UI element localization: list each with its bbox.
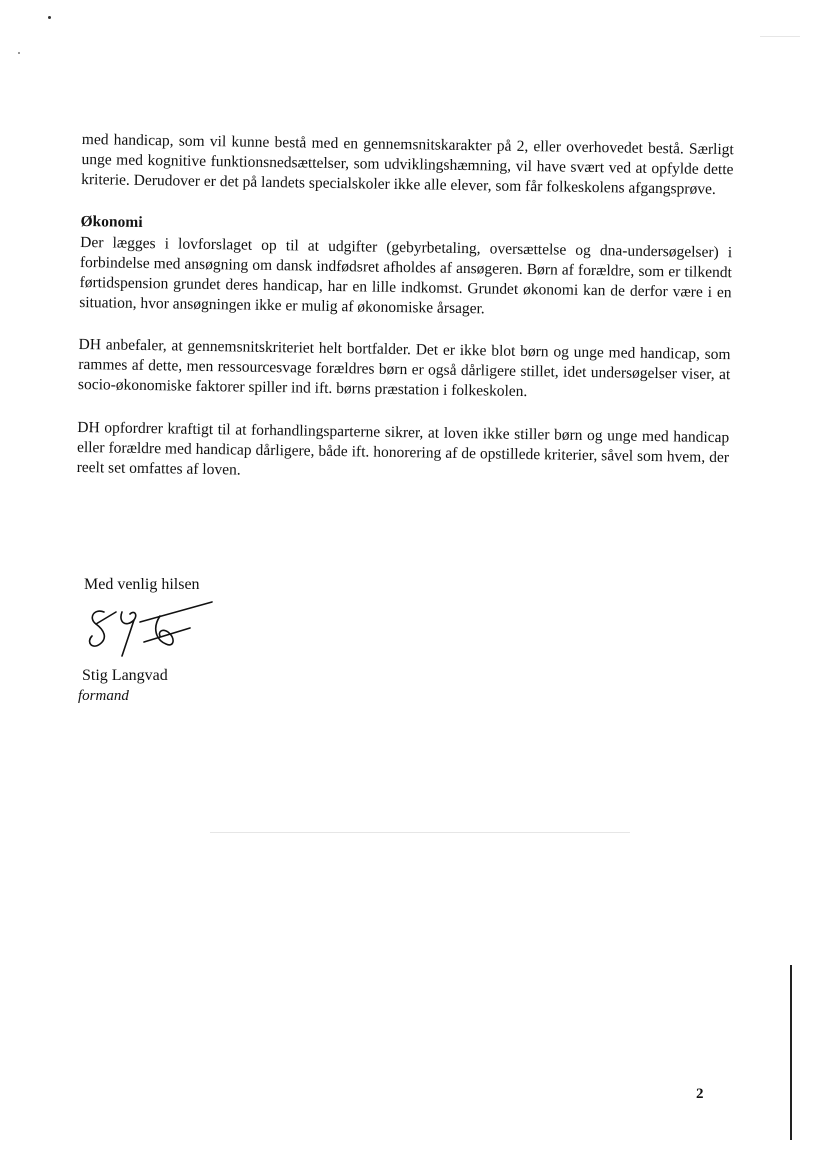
signature-icon <box>82 598 217 670</box>
paragraph-appeal: DH opfordrer kraftigt til at forhandlingsparterne sikrer, at loven ikke stiller børn og unge med handicap eller forældre med handicap dårligere, både ift. honorering af de opstillede kriterier, såvel som hvem, der reelt set omfattes af loven. <box>76 418 730 479</box>
signer-name: Stig Langvad <box>82 667 168 684</box>
scan-edge-line <box>790 965 792 1140</box>
signer-title: formand <box>78 688 129 704</box>
scan-speck <box>18 52 20 54</box>
paragraph-intro: med handicap, som vil kunne bestå med en gennemsnitskarakter på 2, eller overhovedet bestå. Særligt unge med kognitive funktionsnedsættelser, som udviklingshæmning, vil have svært ved at opfylde dette kriterie. Derudover er det på landets specialskoler ikke alle elever, som får folkeskolens afgangsprøve. <box>81 130 734 199</box>
scan-fold-line <box>760 36 800 37</box>
letter-body <box>76 130 734 510</box>
scan-fold-line <box>210 832 630 833</box>
page-number: 2 <box>696 1086 704 1102</box>
paragraph-economy: Der lægges i lovforslaget op til at udgifter (gebyrbetaling, oversættelse og dna-undersøgelser) i forbindelse med ansøgning om dansk indfødsret afholdes af ansøgeren. Børn af forældre, som er tilkendt førtidspension grundet deres handicap, har en lille indkomst. Grundet økonomi kan de derfor være i en situation, hvor ansøgningen ikke er mulig af økonomiske årsager. <box>79 233 733 318</box>
scan-speck <box>48 16 51 19</box>
section-heading-economy: Økonomi <box>80 213 143 232</box>
closing-salutation: Med venlig hilsen <box>84 576 200 593</box>
paragraph-recommendation: DH anbefaler, at gennemsnitskriteriet helt bortfalder. Det er ikke blot børn og unge med handicap, som rammes af dette, men ressourcesvage forældres børn er også dårligere stillet, idet undersøgelser viser, at socio-økonomiske faktorer spiller ind ift. børns præstation i folkeskolen. <box>77 336 731 401</box>
